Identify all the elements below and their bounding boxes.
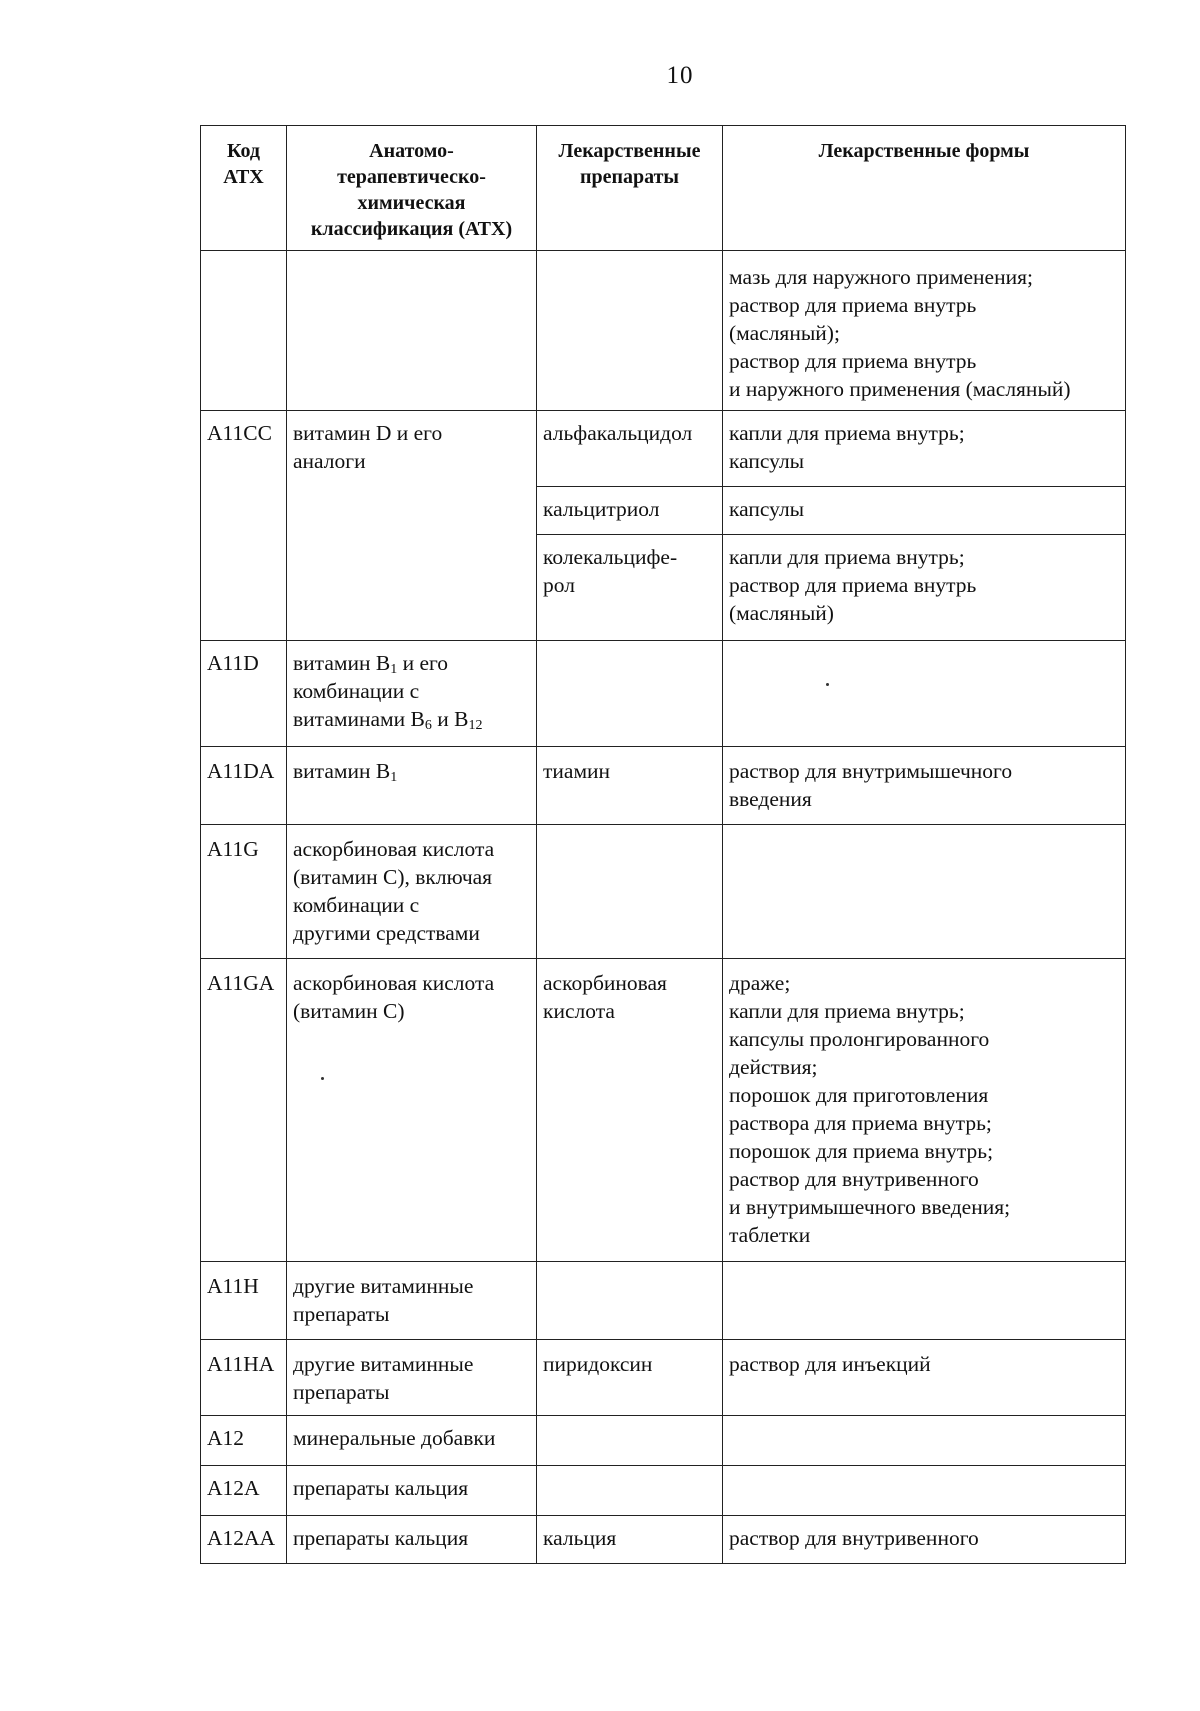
cell-drug: пиридоксин: [537, 1340, 723, 1416]
cell-forms: раствор для инъекций: [723, 1340, 1126, 1416]
cell-classification: аскорбиновая кислота (витамин C): [287, 959, 537, 1262]
table-header-row: [201, 126, 1126, 251]
cell-code: A12: [201, 1416, 287, 1466]
cell-forms: [723, 641, 1126, 747]
table-row: [201, 747, 1126, 825]
cell-code: A12A: [201, 1466, 287, 1516]
scan-speck: [826, 683, 829, 686]
cell-classification: другие витаминные препараты: [287, 1262, 537, 1340]
cell-classification: другие витаминные препараты: [287, 1340, 537, 1416]
table-row: [201, 1416, 1126, 1466]
table-row: [201, 641, 1126, 747]
cell-drug: [537, 641, 723, 747]
cell-classification: витамин $B_1$ и его комбинации с витаминами $B_6$ и $B_{12}$: [287, 641, 537, 747]
cell-code: A11CC: [201, 411, 287, 641]
cell-forms: капли для приема внутрь; капсулы: [723, 411, 1126, 487]
cell-drug: кальцитриол: [537, 487, 723, 535]
cell-drug: аскорбиновая кислота: [537, 959, 723, 1262]
cell-drug: [537, 1466, 723, 1516]
cell-forms: [723, 1262, 1126, 1340]
cell-code: A11H: [201, 1262, 287, 1340]
header-drugs: Лекарственные препараты: [537, 126, 723, 251]
cell-code: A11G: [201, 825, 287, 959]
cell-code: A11D: [201, 641, 287, 747]
cell-drug: [537, 825, 723, 959]
table-row: [201, 411, 1126, 487]
cell-drug: [537, 1262, 723, 1340]
header-code: Код АТХ: [201, 126, 287, 251]
cell-drug: [537, 1416, 723, 1466]
cell-forms: раствор для внутривенного: [723, 1516, 1126, 1564]
table-row: [201, 959, 1126, 1262]
cell-classification: витамин D и его аналоги: [287, 411, 537, 641]
cell-classification: препараты кальция: [287, 1516, 537, 1564]
cell-drug: альфакальцидол: [537, 411, 723, 487]
cell-forms: мазь для наружного применения; раствор для приема внутрь (масляный); раствор для приема внутрь и наружного применения (масляный): [723, 251, 1126, 411]
table-row: [201, 251, 1126, 411]
cell-drug: кальция: [537, 1516, 723, 1564]
table-row: [201, 1466, 1126, 1516]
cell-drug: колекальцифе- рол: [537, 535, 723, 641]
cell-forms: капсулы: [723, 487, 1126, 535]
cell-code: A11GA: [201, 959, 287, 1262]
table-row: [201, 1262, 1126, 1340]
header-classification: Анатомо- терапевтическо- химическая классификация (АТХ): [287, 126, 537, 251]
cell-classification: [287, 251, 537, 411]
cell-forms: [723, 825, 1126, 959]
cell-forms: раствор для внутримышечного введения: [723, 747, 1126, 825]
table-row: [201, 1340, 1126, 1416]
cell-classification: аскорбиновая кислота (витамин C), включая комбинации с другими средствами: [287, 825, 537, 959]
cell-forms: [723, 1466, 1126, 1516]
cell-classification: препараты кальция: [287, 1466, 537, 1516]
cell-code: A11HA: [201, 1340, 287, 1416]
header-forms: Лекарственные формы: [723, 126, 1126, 251]
cell-classification: минеральные добавки: [287, 1416, 537, 1466]
table-row: [201, 825, 1126, 959]
cell-code: A11DA: [201, 747, 287, 825]
cell-drug: [537, 251, 723, 411]
cell-code: [201, 251, 287, 411]
cell-forms: драже; капли для приема внутрь; капсулы пролонгированного действия; порошок для приготовления раствора для приема внутрь; порошок для приема внутрь; раствор для внутривенного и внутримышечного введения; таблетки: [723, 959, 1126, 1262]
table-row: [201, 1516, 1126, 1564]
cell-code: A12AA: [201, 1516, 287, 1564]
cell-drug: тиамин: [537, 747, 723, 825]
cell-forms: [723, 1416, 1126, 1466]
cell-classification: витамин $B_1$: [287, 747, 537, 825]
page-number: 10: [666, 62, 694, 89]
atx-table: [200, 125, 1126, 1564]
scan-speck: [321, 1077, 324, 1080]
cell-forms: капли для приема внутрь; раствор для приема внутрь (масляный): [723, 535, 1126, 641]
